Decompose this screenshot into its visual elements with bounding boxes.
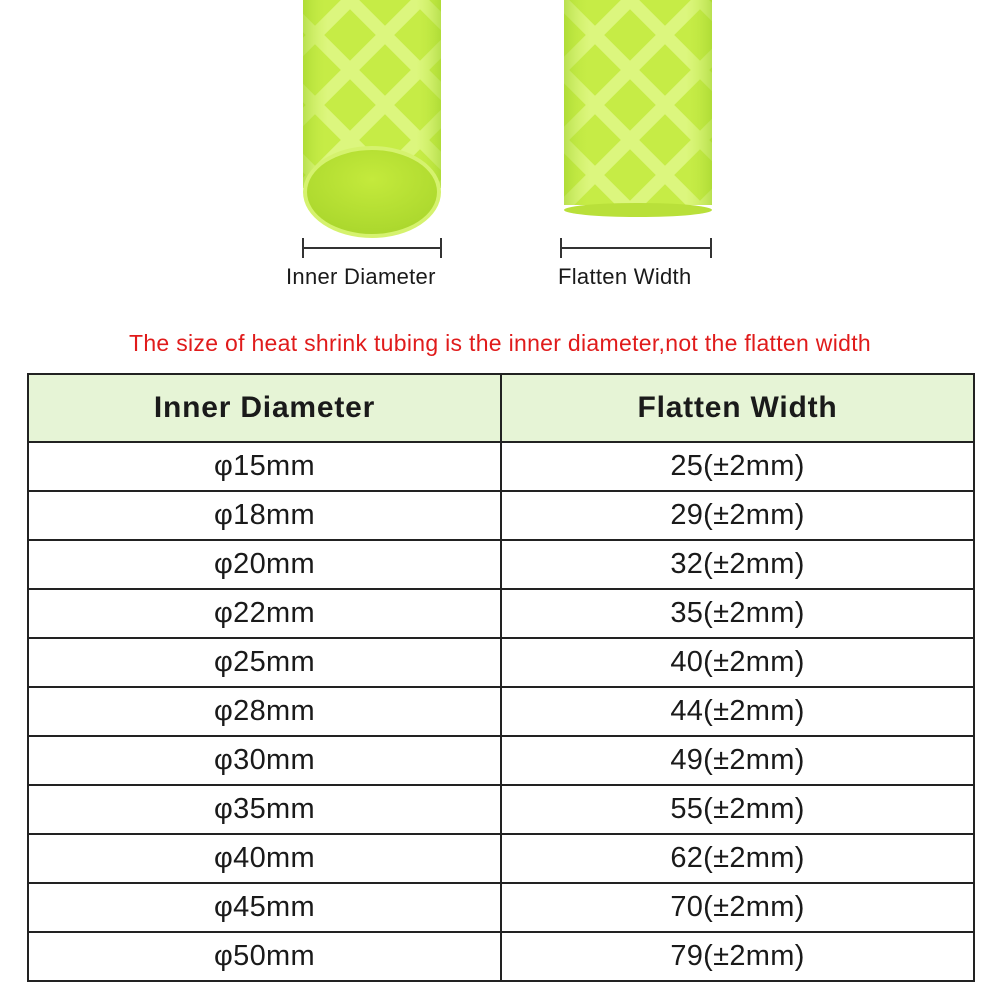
inner-diameter-cell: φ18mm — [28, 491, 501, 540]
tubing-illustration — [0, 0, 1000, 300]
flatten-width-cell: 70(±2mm) — [501, 883, 974, 932]
table-row — [28, 442, 974, 491]
table-row — [28, 638, 974, 687]
table-row — [28, 491, 974, 540]
inner-diameter-cell: φ22mm — [28, 589, 501, 638]
flatten-width-cell: 25(±2mm) — [501, 442, 974, 491]
size-table — [27, 373, 975, 982]
table-row — [28, 883, 974, 932]
table-row — [28, 687, 974, 736]
flatten-width-cell: 62(±2mm) — [501, 834, 974, 883]
flatten-width-cell: 79(±2mm) — [501, 932, 974, 981]
inner-diameter-cell: φ50mm — [28, 932, 501, 981]
inner-diameter-cell: φ35mm — [28, 785, 501, 834]
table-row — [28, 736, 974, 785]
inner-diameter-cell: φ40mm — [28, 834, 501, 883]
flatten-width-dimension — [561, 238, 711, 258]
inner-diameter-cell: φ30mm — [28, 736, 501, 785]
flatten-width-cell: 40(±2mm) — [501, 638, 974, 687]
inner-diameter-cell: φ20mm — [28, 540, 501, 589]
flat-tube — [564, 0, 712, 217]
inner-diameter-label: Inner Diameter — [286, 264, 436, 289]
flatten-width-cell: 44(±2mm) — [501, 687, 974, 736]
flatten-width-cell: 49(±2mm) — [501, 736, 974, 785]
flatten-width-cell: 29(±2mm) — [501, 491, 974, 540]
round-tube — [303, 0, 441, 238]
inner-diameter-cell: φ25mm — [28, 638, 501, 687]
flatten-width-cell: 32(±2mm) — [501, 540, 974, 589]
inner-diameter-dimension — [303, 238, 441, 258]
flatten-width-cell: 55(±2mm) — [501, 785, 974, 834]
flatten-width-cell: 35(±2mm) — [501, 589, 974, 638]
table-header-row — [28, 374, 974, 442]
inner-diameter-cell: φ45mm — [28, 883, 501, 932]
table-row — [28, 932, 974, 981]
flatten-width-label: Flatten Width — [558, 264, 692, 289]
header-flatten-width: Flatten Width — [501, 374, 974, 442]
table-row — [28, 589, 974, 638]
size-notice: The size of heat shrink tubing is the inner diameter,not the flatten width — [128, 330, 871, 356]
inner-diameter-cell: φ28mm — [28, 687, 501, 736]
table-row — [28, 540, 974, 589]
header-inner-diameter: Inner Diameter — [28, 374, 501, 442]
inner-diameter-cell: φ15mm — [28, 442, 501, 491]
table-row — [28, 834, 974, 883]
table-row — [28, 785, 974, 834]
